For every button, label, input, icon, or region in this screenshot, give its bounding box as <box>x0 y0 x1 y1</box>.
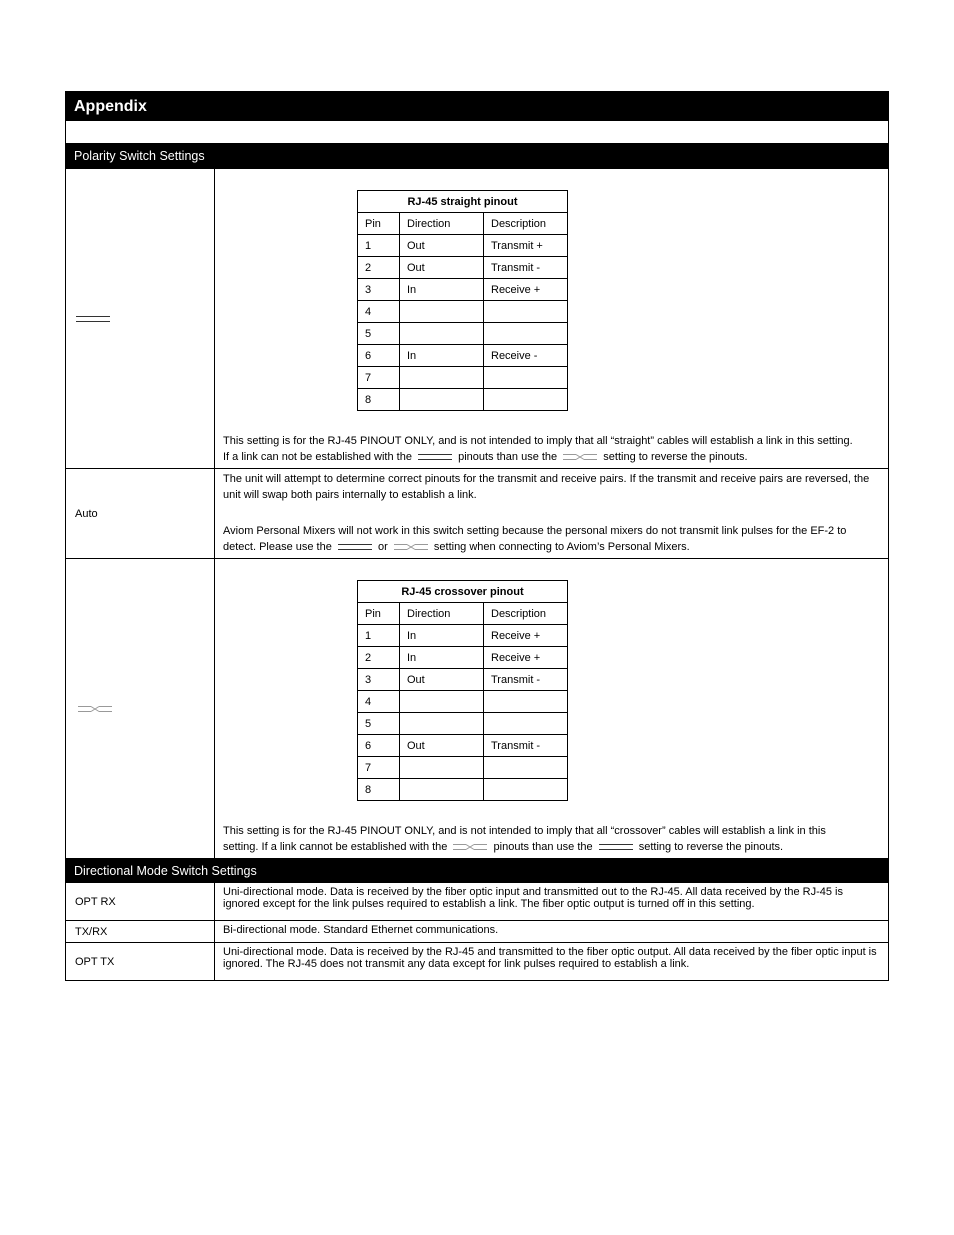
description-cell: Receive + <box>484 279 568 301</box>
direction-cell: Out <box>400 257 484 279</box>
pinout-row <box>358 279 568 301</box>
pinout-row <box>358 235 568 257</box>
pinout-row <box>358 713 568 735</box>
pinout-row <box>358 345 568 367</box>
appendix-title: Appendix <box>65 91 889 121</box>
straight-note-line2 <box>223 450 903 466</box>
auto-para2-a: detect. Please use the <box>223 540 332 553</box>
direction-cell: In <box>400 279 484 301</box>
description-cell <box>484 389 568 411</box>
crossover-label-cell <box>66 559 215 858</box>
crossover-content-cell <box>215 559 888 858</box>
crossover-col-direction: Direction <box>400 603 484 625</box>
polarity-section-header: Polarity Switch Settings <box>65 144 889 169</box>
straight-symbol-icon <box>599 843 633 851</box>
directional-row <box>65 921 889 943</box>
pinout-row <box>358 647 568 669</box>
direction-cell <box>400 713 484 735</box>
straight-pinout-table <box>357 190 568 411</box>
description-cell: Receive + <box>484 625 568 647</box>
directional-label: TX/RX <box>66 921 215 942</box>
pin-cell: 6 <box>358 735 400 757</box>
pinout-row <box>358 779 568 801</box>
crossover-note-line2 <box>223 840 903 856</box>
description-cell: Receive + <box>484 647 568 669</box>
directional-row <box>65 883 889 921</box>
crossover-note-line1: This setting is for the RJ-45 PINOUT ONLY, and is not intended to imply that all “crossover” cables will establish a link in this <box>223 825 826 837</box>
straight-col-pin: Pin <box>358 213 400 235</box>
pin-cell: 8 <box>358 779 400 801</box>
appendix-document <box>65 91 889 981</box>
crossover-pinout-table <box>357 580 568 801</box>
pin-cell: 3 <box>358 669 400 691</box>
crossover-col-description: Description <box>484 603 568 625</box>
straight-col-description: Description <box>484 213 568 235</box>
pinout-row <box>358 691 568 713</box>
pin-cell: 2 <box>358 257 400 279</box>
auto-para2-b: or <box>377 540 388 553</box>
pinout-row <box>358 625 568 647</box>
straight-table-title: RJ-45 straight pinout <box>358 191 568 213</box>
auto-para1: The unit will attempt to determine correct pinouts for the transmit and receive pairs. If the transmit and receive pairs are reversed, the unit will swap both pairs internally to establish a link. <box>223 473 870 501</box>
pinout-row <box>358 323 568 345</box>
direction-cell: In <box>400 625 484 647</box>
direction-cell <box>400 367 484 389</box>
description-cell <box>484 323 568 345</box>
pinout-row <box>358 735 568 757</box>
description-cell <box>484 713 568 735</box>
description-cell: Transmit - <box>484 669 568 691</box>
auto-para2-line2 <box>223 540 880 556</box>
directional-row <box>65 943 889 981</box>
pin-cell: 8 <box>358 389 400 411</box>
auto-content-cell <box>215 469 888 558</box>
pin-cell: 3 <box>358 279 400 301</box>
polarity-row-straight <box>65 169 889 469</box>
crossover-symbol-icon <box>453 843 487 851</box>
pin-cell: 1 <box>358 625 400 647</box>
direction-cell <box>400 757 484 779</box>
description-cell <box>484 757 568 779</box>
straight-note-line1: This setting is for the RJ-45 PINOUT ONLY, and is not intended to imply that all “straight” cables will establish a link in this setting. <box>223 435 853 447</box>
directional-label: OPT TX <box>66 943 215 980</box>
directional-section-header: Directional Mode Switch Settings <box>65 859 889 883</box>
straight-symbol-icon <box>76 315 110 323</box>
pin-cell: 7 <box>358 367 400 389</box>
pinout-row <box>358 669 568 691</box>
polarity-row-auto <box>65 469 889 559</box>
directional-text: Uni-directional mode. Data is received by the fiber optic input and transmitted out to the RJ-45. All data received by the RJ-45 is ignored except for the link pulses required to establish a link. The fiber optic output is turned off in this setting. <box>223 886 843 910</box>
direction-cell: In <box>400 647 484 669</box>
description-cell <box>484 779 568 801</box>
straight-col-direction: Direction <box>400 213 484 235</box>
straight-note-c: setting to reverse the pinouts. <box>603 450 748 463</box>
straight-symbol-icon <box>338 543 372 551</box>
direction-cell <box>400 389 484 411</box>
direction-cell: In <box>400 345 484 367</box>
direction-cell <box>400 691 484 713</box>
direction-cell: Out <box>400 735 484 757</box>
pin-cell: 4 <box>358 301 400 323</box>
description-cell <box>484 301 568 323</box>
auto-label-cell: Auto <box>66 469 215 558</box>
pinout-row <box>358 367 568 389</box>
pinout-row <box>358 257 568 279</box>
crossover-table-title: RJ-45 crossover pinout <box>358 581 568 603</box>
spacer-row <box>65 121 889 144</box>
pinout-row <box>358 301 568 323</box>
crossover-note-b: pinouts than use the <box>493 840 593 853</box>
pinout-row <box>358 757 568 779</box>
pinout-row <box>358 389 568 411</box>
pin-cell: 5 <box>358 323 400 345</box>
direction-cell <box>400 323 484 345</box>
direction-cell <box>400 301 484 323</box>
straight-note-b: pinouts than use the <box>458 450 558 463</box>
polarity-row-crossover <box>65 559 889 859</box>
description-cell: Transmit - <box>484 735 568 757</box>
directional-text: Uni-directional mode. Data is received by the RJ-45 and transmitted to the fiber optic output. All data received by the fiber optic input is ignored. The RJ-45 does not transmit any data except for link pulses required to establish a link. <box>223 946 877 970</box>
pin-cell: 7 <box>358 757 400 779</box>
crossover-symbol-icon <box>78 705 112 713</box>
direction-cell: Out <box>400 235 484 257</box>
crossover-note <box>223 824 903 855</box>
auto-para2-line1: Aviom Personal Mixers will not work in this switch setting because the personal mixers do not transmit link pulses for the EF-2 to <box>223 525 847 537</box>
straight-symbol-icon <box>418 453 452 461</box>
directional-label: OPT RX <box>66 883 215 920</box>
description-cell <box>484 691 568 713</box>
crossover-symbol-icon <box>563 453 597 461</box>
pin-cell: 4 <box>358 691 400 713</box>
auto-para2-c: setting when connecting to Aviom’s Personal Mixers. <box>433 540 690 553</box>
directional-text: Bi-directional mode. Standard Ethernet communications. <box>223 924 499 936</box>
straight-note-a: If a link can not be established with the <box>223 450 412 463</box>
pin-cell: 5 <box>358 713 400 735</box>
straight-label-cell <box>66 169 215 468</box>
description-cell: Transmit - <box>484 257 568 279</box>
pin-cell: 1 <box>358 235 400 257</box>
pin-cell: 6 <box>358 345 400 367</box>
pin-cell: 2 <box>358 647 400 669</box>
description-cell: Receive - <box>484 345 568 367</box>
straight-note <box>223 434 903 465</box>
crossover-symbol-icon <box>394 543 428 551</box>
description-cell: Transmit + <box>484 235 568 257</box>
description-cell <box>484 367 568 389</box>
direction-cell <box>400 779 484 801</box>
straight-content-cell <box>215 169 888 468</box>
crossover-col-pin: Pin <box>358 603 400 625</box>
direction-cell: Out <box>400 669 484 691</box>
crossover-note-c: setting to reverse the pinouts. <box>638 840 784 853</box>
crossover-note-a: setting. If a link cannot be established with the <box>223 840 448 853</box>
